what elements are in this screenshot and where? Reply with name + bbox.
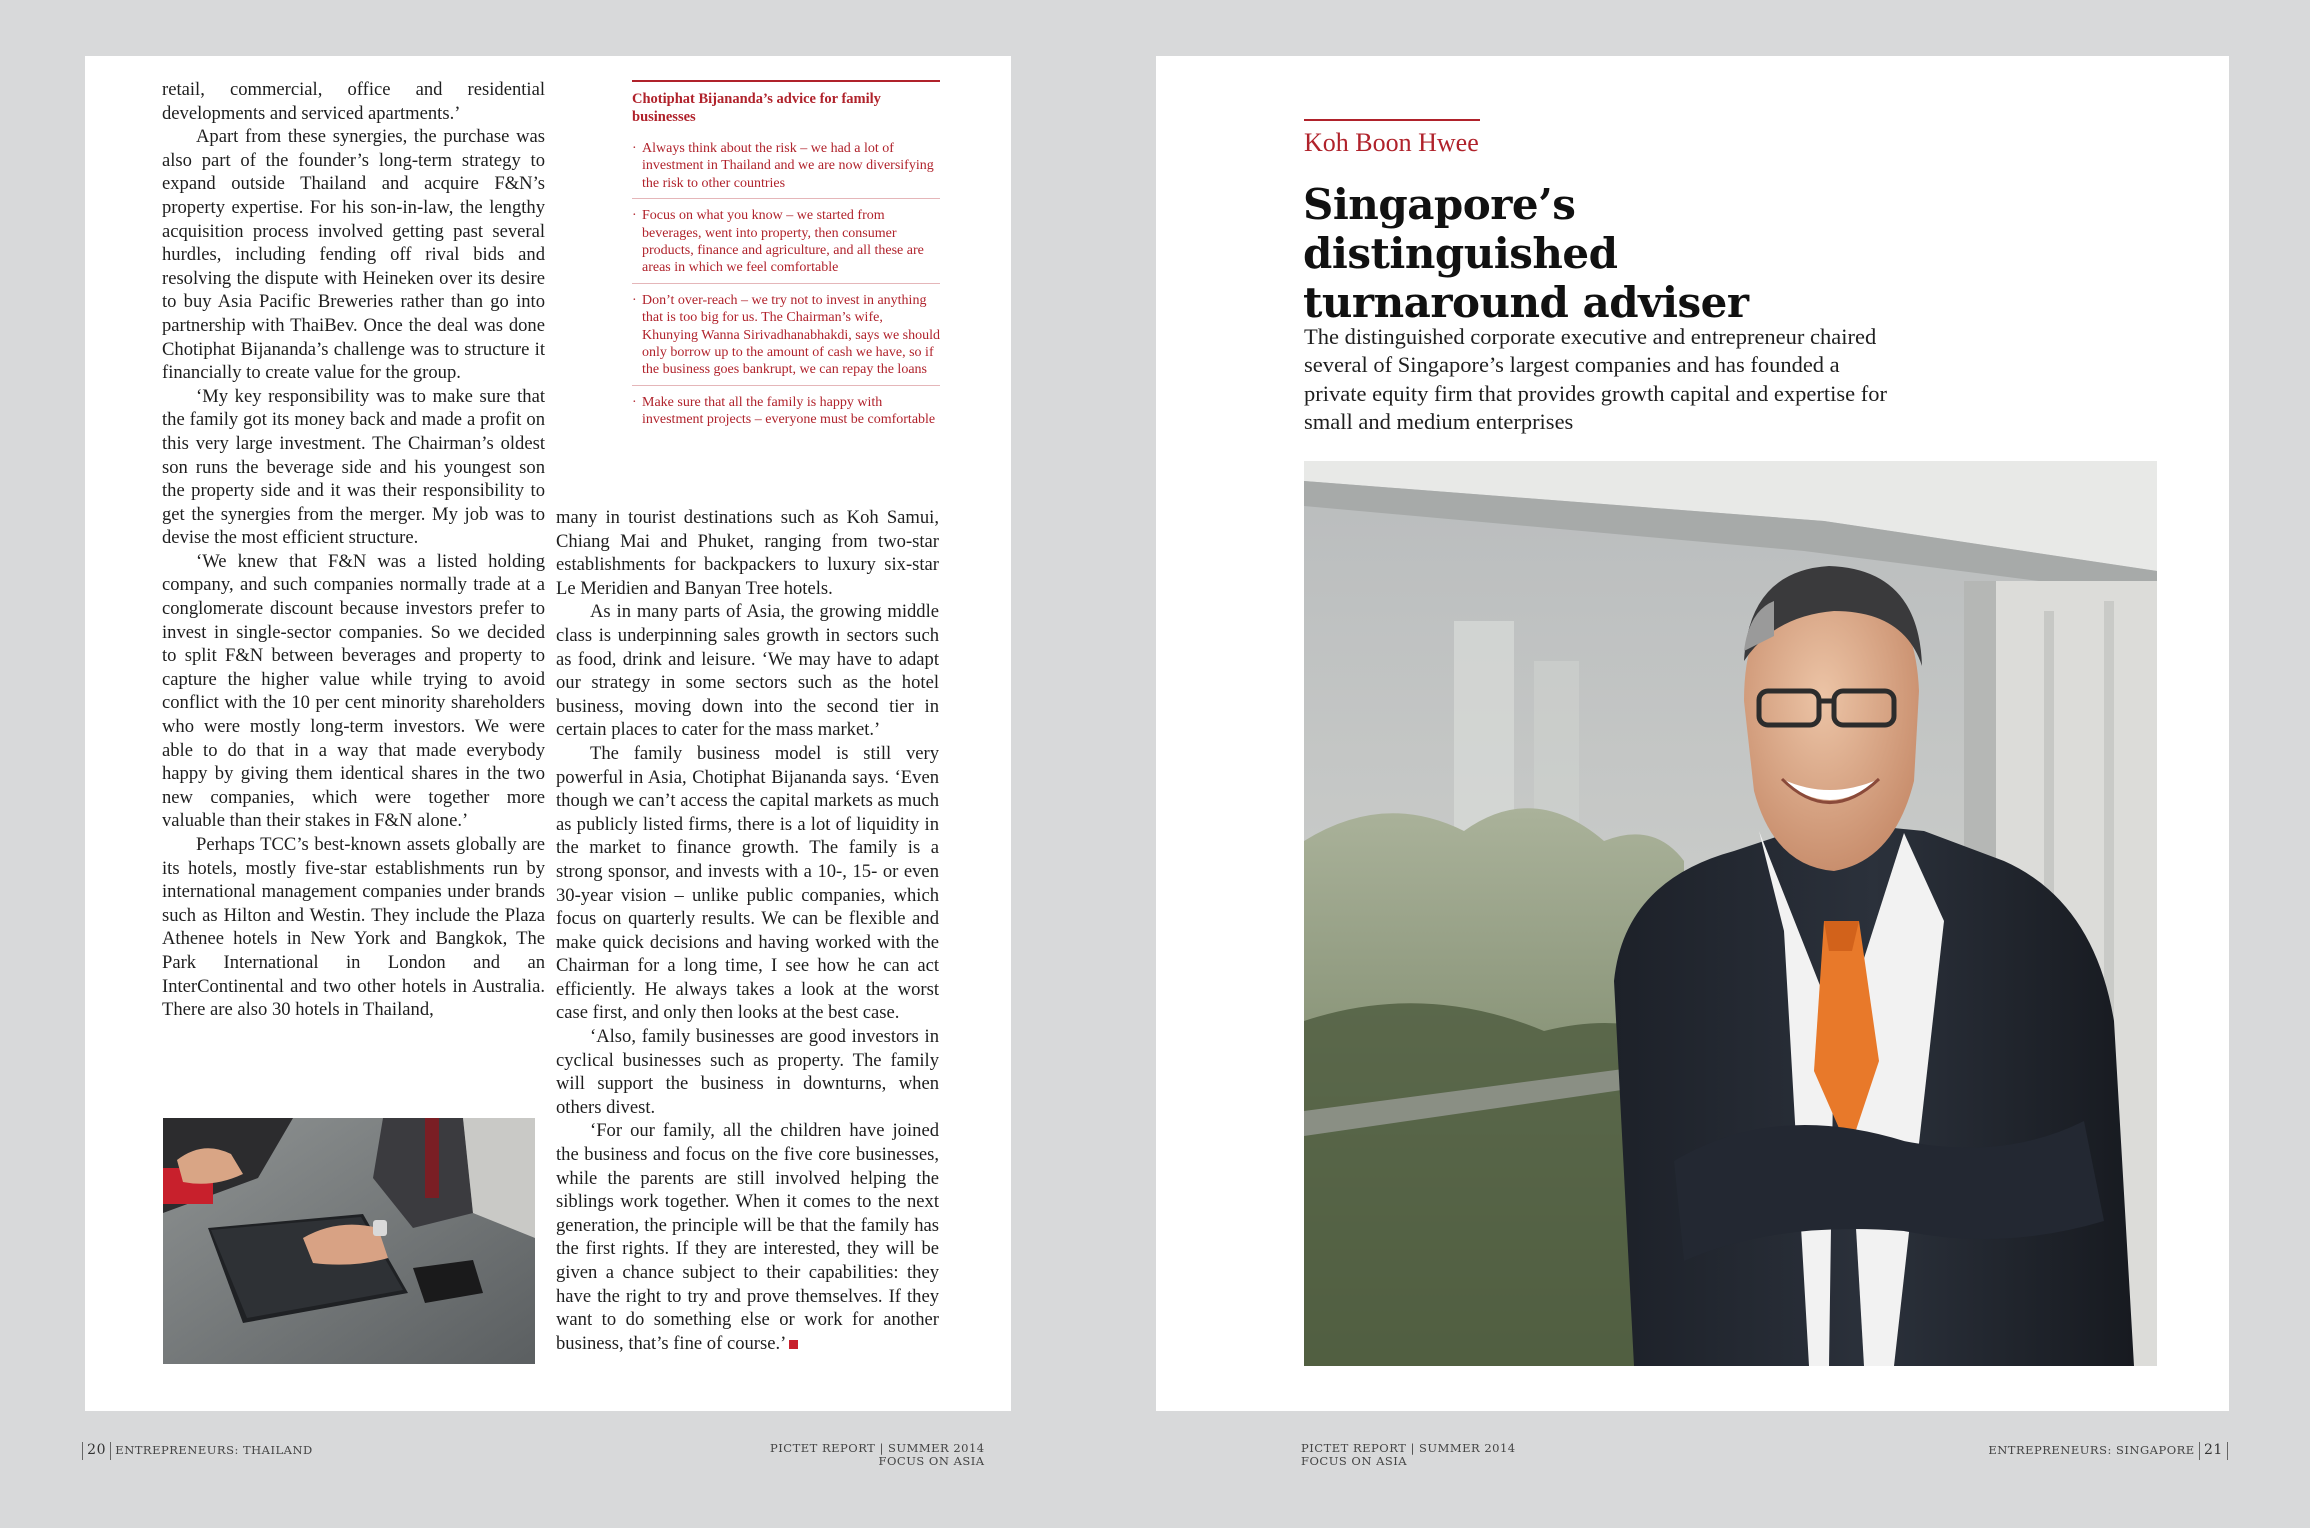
end-of-article-mark (789, 1340, 798, 1349)
advice-item: · Focus on what you know – we started from beverages, went into property, then consumer products, finance and agriculture, and all these are areas in which we feel comfortable (632, 207, 940, 284)
profile-name: Koh Boon Hwee (1304, 128, 1479, 157)
paragraph: Perhaps TCC’s best-known assets globally are its hotels, mostly five-star establishments run by international management companies under brands such as Hilton and Westin. They include the Plaza Athenee hotels in New York and Bangkok, The Park International in London and an InterContinental and two other hotels in Australia. There are also 30 hotels in Thailand, (162, 834, 545, 1021)
section-label: ENTREPRENEURS: SINGAPORE (1988, 1443, 2195, 1457)
footer-left (82, 1442, 313, 1460)
advice-item: · Make sure that all the family is happy with investment projects – everyone must be comfortable (632, 394, 940, 435)
paragraph: ‘Also, family businesses are good investors in cyclical businesses such as property. The family will support the business in downturns, when others divest. (556, 1026, 939, 1118)
advice-item: · Don’t over-reach – we try not to invest in anything that is too big for us. The Chairman’s wife, Khunying Wanna Sirivadhanabhakdi, says we should only borrow up to the amount of cash we have, so if the business goes bankrupt, we can repay the loans (632, 292, 940, 386)
article-column-middle (556, 506, 939, 1355)
paragraph: many in tourist destinations such as Koh Samui, Chiang Mai and Phuket, ranging from two-star establishments for backpackers to luxury six-star Le Meridien and Banyan Tree hotels. (556, 507, 939, 599)
left-page (85, 56, 1011, 1411)
photo-hands-on-laptop (163, 1118, 535, 1364)
advice-item: · Always think about the risk – we had a lot of investment in Thailand and we are now diversifying the risk to other countries (632, 140, 940, 199)
publication-line: PICTET REPORT | SUMMER 2014 (1301, 1441, 1516, 1455)
divider (82, 1442, 83, 1460)
paragraph: Apart from these synergies, the purchase was also part of the founder’s long-term strategy to expand outside Thailand and acquire F&N’s property expertise. For his son-in-law, the lengthy acquisition process involved getting past several hurdles, including fending off rival bids and resolving the dispute with Heineken over its desire to buy Asia Pacific Breweries rather than go into partnership with ThaiBev. Once the deal was done Chotiphat Bijananda’s challenge was to structure it financially to create value for the group. (162, 126, 545, 384)
page-number: 21 (2204, 1442, 2223, 1458)
right-page (1156, 56, 2229, 1411)
publication-line: PICTET REPORT | SUMMER 2014 (770, 1441, 985, 1455)
paragraph: ‘We knew that F&N was a listed holding company, and such companies normally trade at a conglomerate discount because investors prefer to invest in single-sector companies. So we decided to split F&N between beverages and property to capture the higher value while trying to avoid conflict with the 10 per cent minority shareholders who were mostly long-term investors. We were able to do that in a way that made everybody happy by giving them identical shares in the two new companies, which were together more valuable than their stakes in F&N alone.’ (162, 550, 545, 832)
divider (2227, 1442, 2228, 1460)
page-number: 20 (87, 1442, 106, 1458)
paragraph: As in many parts of Asia, the growing middle class is underpinning sales growth in sectors such as food, drink and leisure. ‘We may have to adapt our strategy in some sectors such as the hotel business, moving down into the second tier in certain places to cater for the mass market.’ (556, 601, 939, 741)
paragraph: ‘My key responsibility was to make sure that the family got its money back and made a profit on this very large investment. The Chairman’s oldest son runs the beverage side and his youngest son the property side and it was their responsibility to get the synergies from the merger. My job was to devise the most efficient structure. (162, 385, 545, 549)
article-title (1303, 180, 1863, 327)
paragraph-text: ‘For our family, all the children have joined the business and focus on the five core businesses, while the parents are still involved helping the siblings work together. When it comes to the next generation, the principle will be that the family has the first rights. If they are interested, they will be given a chance subject to their capabilities: they have the right to try and prove themselves. If they want to do something else or work for another business, that’s fine of course.’ (556, 1120, 939, 1354)
sidebar-title: Chotiphat Bijananda’s advice for family businesses (632, 91, 881, 125)
paragraph: The family business model is still very powerful in Asia, Chotiphat Bijananda says. ‘Even though we can’t access the capital markets as much as publicly listed firms, there is a lot of liquidity in the market to finance growth. The family is a strong sponsor, and invests with a 10-, 15- or even 30-year vision – unlike public companies, which focus on quarterly results. We can be flexible and make quick decisions and having worked with the Chairman for a long time, I see how he can act efficiently. He always takes a look at the worst case first, and only then looks at the best case. (556, 742, 939, 1024)
standfirst: The distinguished corporate executive and entrepreneur chaired several of Singapore’s largest companies and has founded a private equity firm that provides growth capital and expertise for small and medium enterprises (1304, 324, 1887, 435)
portrait-photo (1304, 461, 2157, 1366)
publication-line: FOCUS ON ASIA (1301, 1454, 1408, 1468)
title-line: Singapore’s distinguished (1303, 180, 1618, 278)
footer-publication-right (1301, 1442, 1516, 1468)
publication-line: FOCUS ON ASIA (878, 1454, 985, 1468)
name-rule (1304, 119, 1480, 121)
paragraph: retail, commercial, office and residential developments and serviced apartments.’ (162, 79, 545, 124)
advice-list (632, 140, 940, 435)
advice-sidebar (632, 80, 940, 443)
paragraph-final (556, 1119, 939, 1355)
section-label: ENTREPRENEURS: THAILAND (115, 1443, 313, 1457)
divider (2199, 1442, 2200, 1460)
footer-publication-left (770, 1442, 985, 1468)
article-column-left (162, 78, 545, 1022)
divider (110, 1442, 111, 1460)
title-line: turnaround adviser (1303, 278, 1749, 327)
footer-right (1988, 1442, 2228, 1460)
